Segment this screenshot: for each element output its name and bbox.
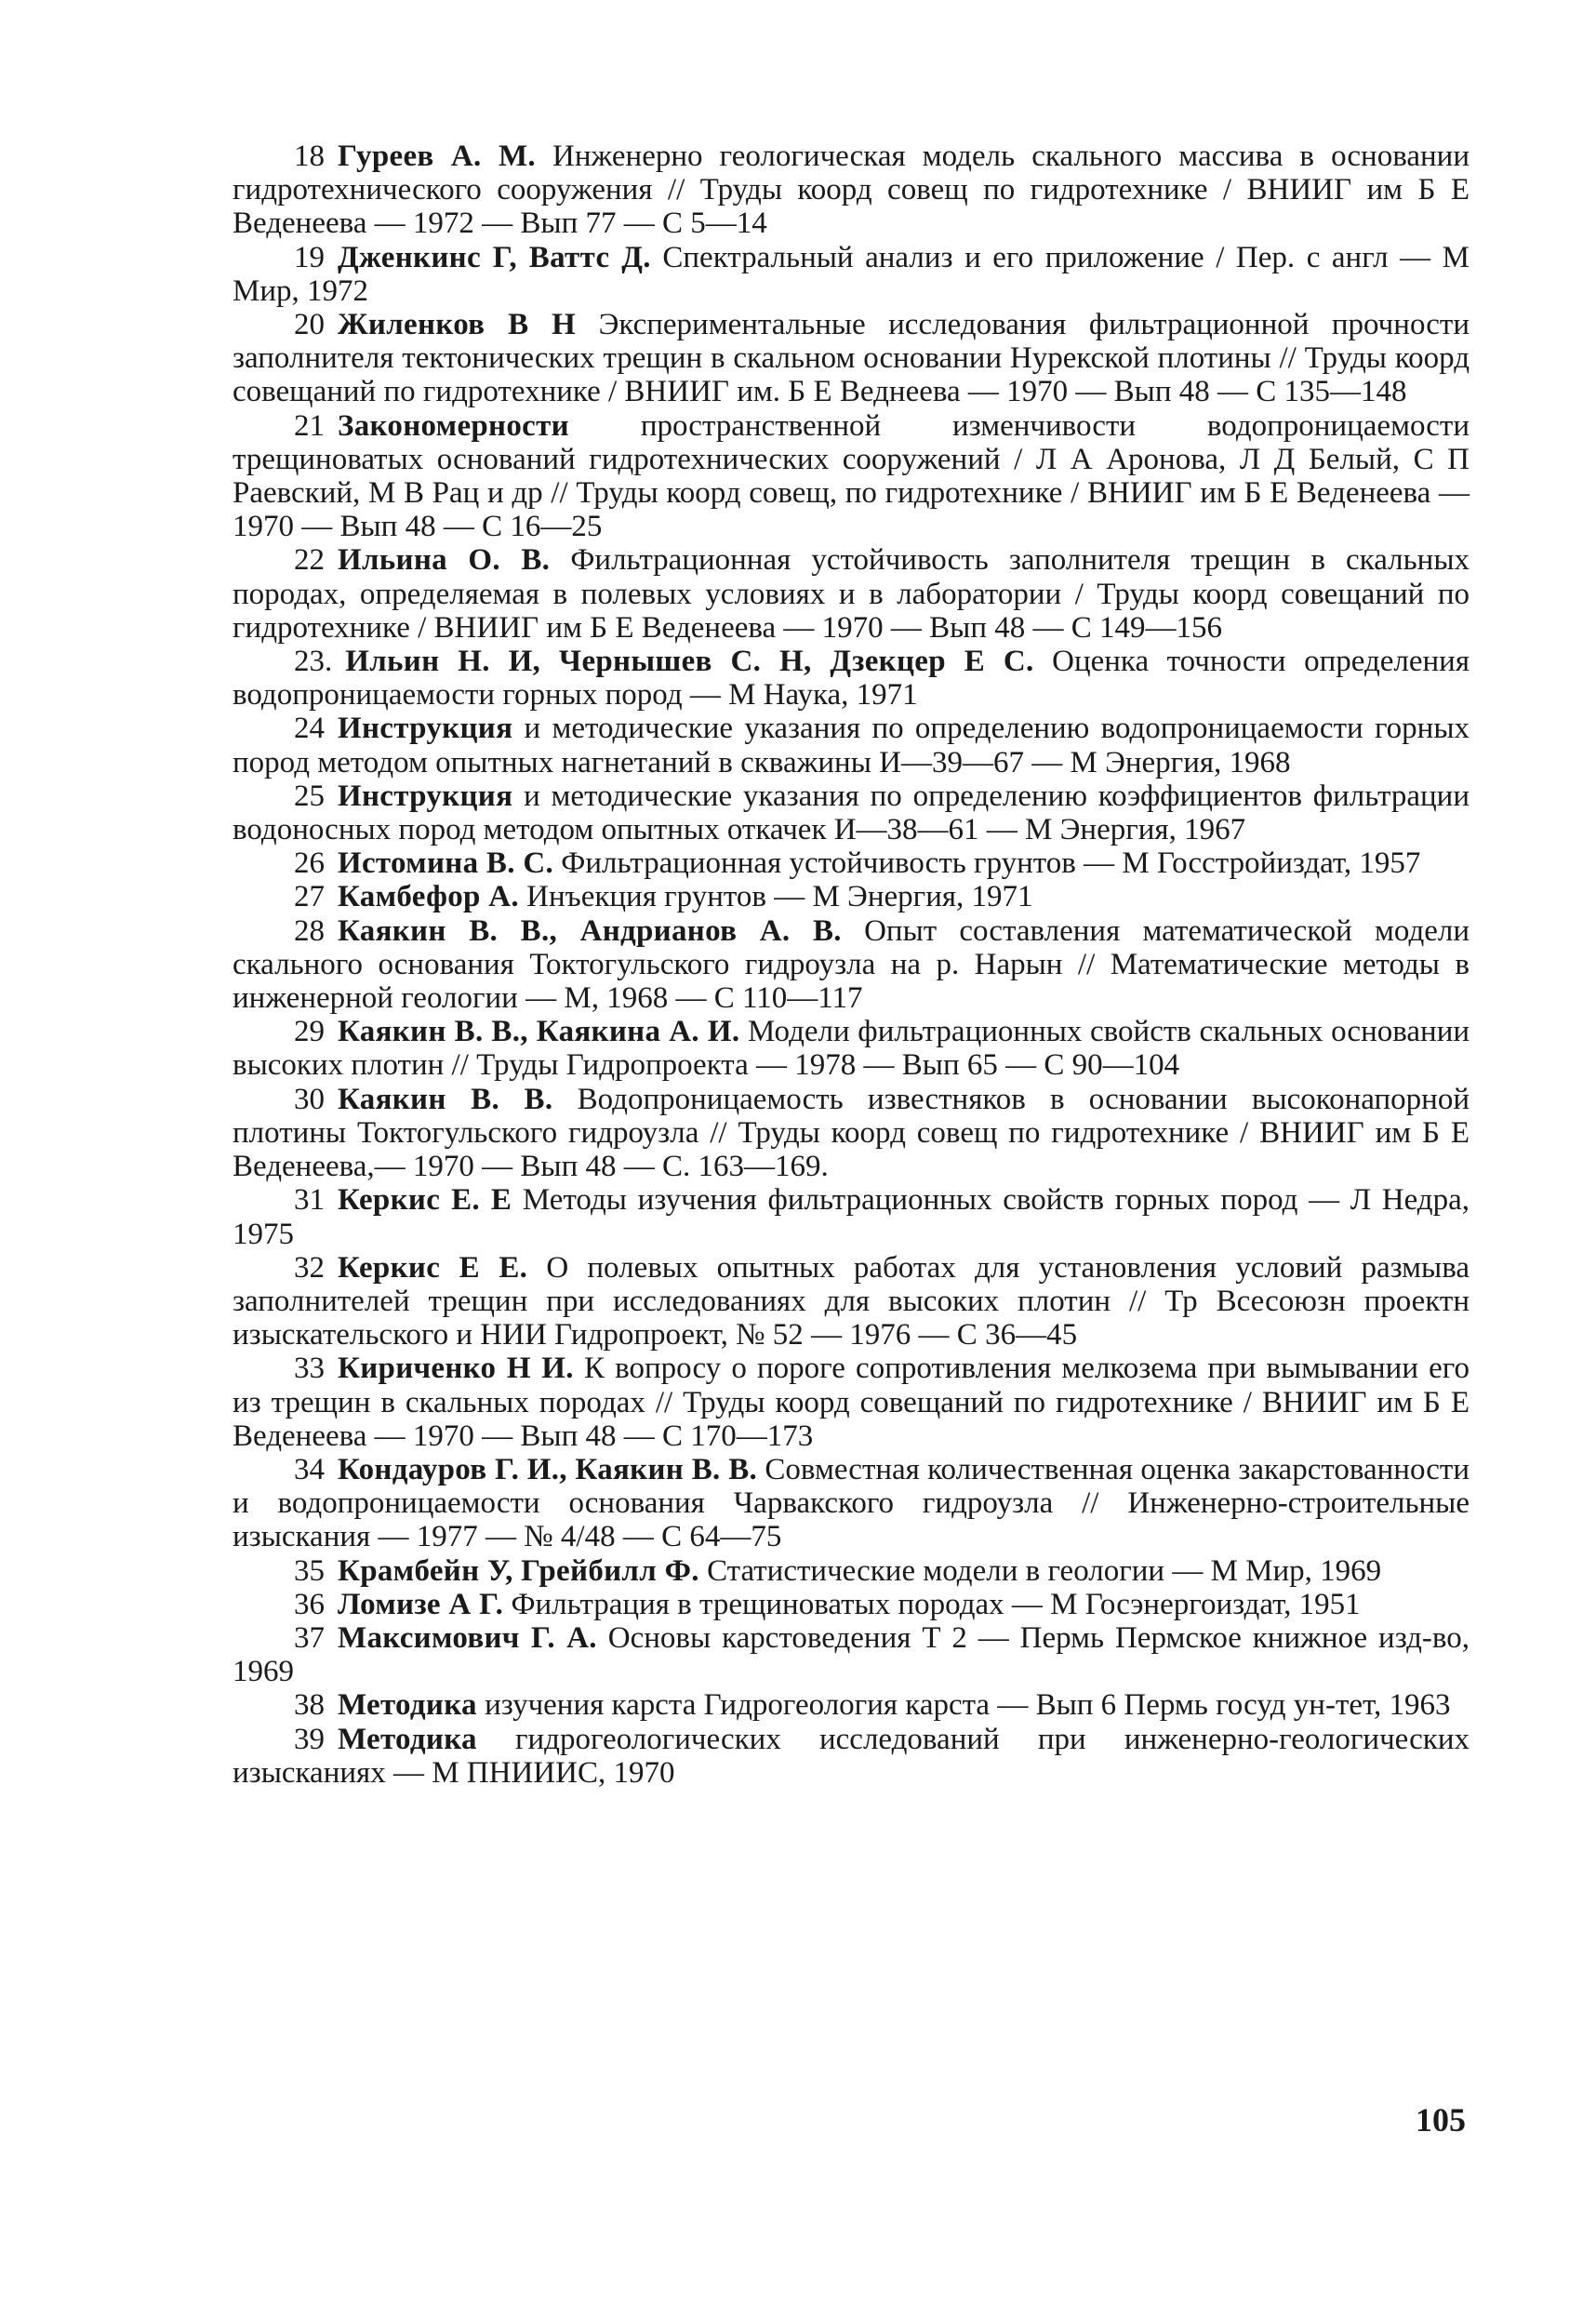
reference-author: Гуреев А. М.	[338, 140, 536, 173]
reference-entry-28	[233, 914, 1470, 1016]
reference-entry-33	[233, 1352, 1470, 1453]
reference-author: Керкис Е Е.	[338, 1250, 528, 1285]
reference-text: и методические указания по определению водопроницаемости горных пород методом опытных нагнетаний в скважины И—39—67 — М Энергия, 1968	[233, 712, 1470, 779]
reference-entry-30	[233, 1083, 1470, 1184]
reference-entry-23	[233, 645, 1470, 712]
reference-entry-22	[233, 543, 1470, 645]
reference-entry-31	[233, 1183, 1470, 1250]
reference-entry-24	[233, 712, 1470, 779]
reference-entry-38	[233, 1688, 1470, 1722]
reference-entry-18	[233, 140, 1470, 241]
reference-number: 34	[294, 1452, 325, 1486]
reference-author: Каякин В. В., Каякина А. И.	[338, 1015, 740, 1049]
reference-author: Методика	[338, 1722, 477, 1756]
reference-entry-36	[233, 1588, 1470, 1621]
reference-author: Каякин В. В.	[338, 1082, 553, 1116]
reference-author: Ломизе А Г.	[338, 1587, 504, 1621]
reference-entry-20	[233, 308, 1470, 409]
reference-entry-27	[233, 880, 1470, 913]
bibliography-list	[233, 140, 1470, 1790]
reference-text: Статистические модели в геологии — М Мир, 1969	[707, 1553, 1382, 1588]
reference-author: Крамбейн У, Грейбилл Ф.	[338, 1553, 699, 1588]
reference-text: Совместная количественная оценка закарстованности и водопроницаемости основания Чарвакского гидроузла // Инженерно-строительные изыскания — 1977 — № 4/48 — С 64—75	[233, 1452, 1470, 1554]
reference-author: Кириченко Н И.	[338, 1352, 574, 1386]
reference-number: 24	[294, 712, 325, 746]
reference-author: Инструкция	[338, 712, 513, 746]
reference-number: 37	[294, 1620, 325, 1655]
reference-text: изучения карста Гидрогеология карста — Вып 6 Пермь госуд ун-тет, 1963	[485, 1688, 1451, 1723]
reference-text: и методические указания по определению коэффициентов фильтрации водоносных пород методом опытных откачек И—38—61 — М Энергия, 1967	[233, 779, 1470, 847]
reference-text: Водопроницаемость известняков в основании высоконапорной плотины Токтогульского гидроузла // Труды коорд совещ по гидротехнике / ВНИИГ им Б Е Веденеева,— 1970 — Вып 48 — С. 163—169.	[233, 1082, 1470, 1184]
reference-number: 19	[294, 240, 325, 274]
reference-number: 31	[294, 1183, 325, 1218]
reference-text: Оценка точности определения водопроницаемости горных пород — М Наука, 1971	[233, 645, 1470, 713]
reference-number: 35	[294, 1553, 325, 1588]
reference-author: Закономерности	[338, 408, 569, 443]
reference-entry-35	[233, 1554, 1470, 1588]
page-number: 105	[1416, 2101, 1466, 2138]
reference-entry-21	[233, 409, 1470, 544]
reference-entry-26	[233, 846, 1470, 880]
reference-author: Керкис Е. Е	[338, 1183, 512, 1218]
reference-number: 33	[294, 1352, 325, 1386]
reference-text: пространственной изменчивости водопроницаемости трещиноватых оснований гидротехнических сооружений / Л А Аронова, Л Д Белый, С П Раевский, М В Рац и др // Труды коорд совещ, по гидротехнике / ВНИИГ им Б Е Веденеева — 1970 — Вып 48 — С 16—25	[233, 408, 1470, 544]
reference-author: Истомина В. С.	[338, 846, 554, 881]
reference-text: Опыт составления математической модели скального основания Токтогульского гидроузла на р. Нарын // Математические методы в инженерной геологии — М, 1968 — С 110—117	[233, 913, 1470, 1016]
reference-author: Каякин В. В., Андрианов А. В.	[338, 913, 842, 948]
reference-author: Жиленков В Н	[338, 308, 577, 342]
reference-text: Модели фильтрационных свойств скальных основании высоких плотин // Труды Гидропроекта — 1978 — Вып 65 — С 90—104	[233, 1015, 1470, 1083]
reference-author: Максимович Г. А.	[338, 1620, 597, 1655]
reference-text: Фильтрационная устойчивость заполнителя трещин в скальных породах, определяемая в полевых условиях и в лаборатории / Труды коорд совещаний по гидротехнике / ВНИИГ им Б Е Веденеева — 1970 — Вып 48 — С 149—156	[233, 543, 1470, 645]
reference-number: 21	[294, 408, 325, 443]
reference-number: 30	[294, 1082, 325, 1116]
reference-entry-34	[233, 1453, 1470, 1554]
reference-author: Инструкция	[338, 779, 513, 813]
reference-author: Кондауров Г. И., Каякин В. В.	[338, 1452, 758, 1486]
reference-author: Камбефор А.	[338, 880, 519, 914]
reference-text: Основы карстоведения Т 2 — Пермь Пермское книжное изд-во, 1969	[233, 1620, 1470, 1689]
reference-text: Фильтрация в трещиноватых породах — М Госэнергоиздат, 1951	[511, 1587, 1361, 1621]
reference-entry-25	[233, 779, 1470, 846]
reference-number: 29	[294, 1015, 325, 1049]
reference-text: Экспериментальные исследования фильтрационной прочности заполнителя тектонических трещин в скальном основании Нурекской плотины // Труды коорд совещаний по гидротехнике / ВНИИГ им. Б Е Веднеева — 1970 — Вып 48 — С 135—148	[233, 308, 1470, 409]
reference-entry-32	[233, 1251, 1470, 1352]
reference-author: Методика	[338, 1688, 477, 1723]
reference-number: 32	[294, 1250, 325, 1285]
reference-number: 27	[294, 880, 325, 914]
reference-text: Фильтрационная устойчивость грунтов — М Госстройиздат, 1957	[561, 846, 1421, 881]
reference-text: Инъекция грунтов — М Энергия, 1971	[526, 880, 1033, 914]
reference-entry-37	[233, 1621, 1470, 1688]
reference-author: Ильин Н. И, Чернышев С. Н, Дзекцер Е С.	[345, 645, 1034, 679]
reference-number: 25	[294, 779, 325, 813]
reference-number: 38	[294, 1688, 325, 1723]
reference-entry-19	[233, 241, 1470, 308]
reference-text: К вопросу о пороге сопротивления мелкозема при вымывании его из трещин в скальных породах // Труды коорд совещаний по гидротехнике / ВНИИГ им Б Е Веденеева — 1970 — Вып 48 — С 170—173	[233, 1352, 1470, 1453]
reference-text: Методы изучения фильтрационных свойств горных пород — Л Недра, 1975	[233, 1183, 1470, 1251]
reference-number: 26	[294, 846, 325, 881]
reference-number: 18	[294, 140, 325, 173]
reference-text: Спектральный анализ и его приложение / Пер. с англ — М Мир, 1972	[233, 240, 1470, 308]
reference-entry-39	[233, 1723, 1470, 1790]
reference-text: гидрогеологических исследований при инженерно-геологических изысканиях — М ПНИИИС, 1970	[233, 1722, 1470, 1790]
reference-number: 20	[294, 308, 325, 342]
reference-text: О полевых опытных работах для установления условий размыва заполнителей трещин при исследованиях для высоких плотин // Тр Всесоюзн проектн изыскательского и НИИ Гидропроект, № 52 — 1976 — С 36—45	[233, 1250, 1470, 1352]
reference-number: 39	[294, 1722, 325, 1756]
reference-text: Инженерно геологическая модель скального массива в основании гидротехнического сооружения // Труды коорд совещ по гидротехнике / ВНИИГ им Б Е Веденеева — 1972 — Вып 77 — С 5—14	[233, 140, 1470, 241]
reference-author: Дженкинс Г, Ваттс Д.	[338, 240, 651, 274]
reference-entry-29	[233, 1015, 1470, 1082]
reference-number: 28	[294, 913, 325, 948]
reference-number: 23.	[294, 645, 333, 679]
reference-number: 22	[294, 543, 325, 578]
reference-author: Ильина О. В.	[338, 543, 551, 578]
reference-number: 36	[294, 1587, 325, 1621]
